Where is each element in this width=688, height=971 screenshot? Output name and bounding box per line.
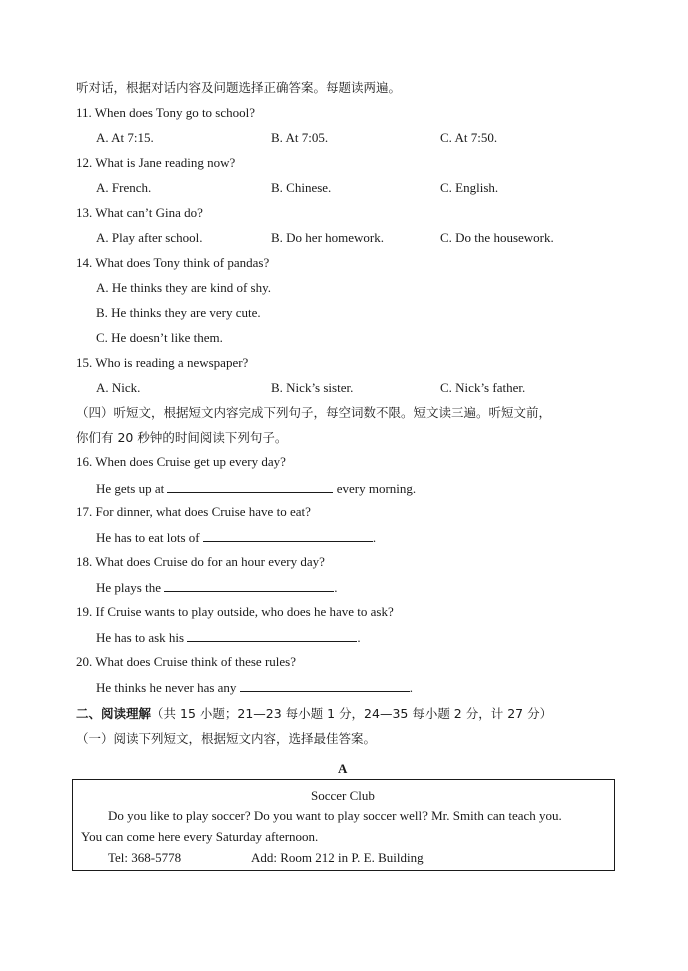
q18-answer-line: [96, 579, 337, 596]
q12-option-b: B. Chinese.: [271, 180, 332, 195]
passage-a-line1: Do you like to play soccer? Do you want to play soccer well? Mr. Smith can teach you.: [108, 808, 562, 823]
question-11: 11. When does Tony go to school?: [76, 105, 256, 120]
passage-a-tel: Tel: 368-5778: [108, 850, 182, 865]
q12-option-a: A. French.: [96, 180, 152, 195]
question-15: 15. Who is reading a newspaper?: [76, 355, 249, 370]
q15-option-a: A. Nick.: [96, 380, 141, 395]
q19-prefix: He has to ask his: [96, 630, 188, 645]
q13-option-a: A. Play after school.: [96, 230, 203, 245]
q14-option-a: A. He thinks they are kind of shy.: [96, 280, 271, 295]
q14-option-b: B. He thinks they are very cute.: [96, 305, 261, 320]
q18-suffix: .: [334, 580, 338, 595]
q19-suffix: .: [357, 630, 361, 645]
part2-detail: （共 15 小题；21—23 每小题 1 分，24—35 每小题 2 分，计 27 分）: [151, 706, 553, 721]
q19-blank[interactable]: [187, 629, 357, 642]
part2-heading: 二、阅读理解: [76, 706, 152, 721]
part2-heading-line: [76, 706, 552, 722]
q16-blank[interactable]: [167, 480, 333, 493]
passage-a-title: Soccer Club: [311, 788, 375, 803]
q12-option-c: C. English.: [440, 180, 499, 195]
q19-answer-line: [96, 629, 361, 646]
q20-blank[interactable]: [240, 679, 410, 692]
q11-option-b: B. At 7:05.: [271, 130, 329, 145]
section4-instruction-line1: （四）听短文，根据短文内容完成下列句子，每空词数不限。短文读三遍。听短文前，: [76, 405, 552, 420]
question-17: 17. For dinner, what does Cruise have to eat?: [76, 504, 311, 519]
q14-option-c: C. He doesn’t like them.: [96, 330, 223, 345]
question-12: 12. What is Jane reading now?: [76, 155, 236, 170]
q18-prefix: He plays the: [96, 580, 165, 595]
q17-answer-line: [96, 529, 376, 546]
passage-a-address: Add: Room 212 in P. E. Building: [251, 850, 424, 865]
q15-option-c: C. Nick’s father.: [440, 380, 526, 395]
q16-suffix: every morning.: [333, 481, 417, 496]
q17-prefix: He has to eat lots of: [96, 530, 203, 545]
section4-instruction-line2: 你们有 20 秒钟的时间阅读下列句子。: [76, 430, 288, 445]
listening-intro: 听对话，根据对话内容及问题选择正确答案。每题读两遍。: [76, 80, 402, 95]
q17-blank[interactable]: [203, 529, 373, 542]
part2-sub-instruction: （一）阅读下列短文，根据短文内容，选择最佳答案。: [76, 731, 377, 746]
q16-prefix: He gets up at: [96, 481, 168, 496]
question-14: 14. What does Tony think of pandas?: [76, 255, 270, 270]
question-19: 19. If Cruise wants to play outside, who does he have to ask?: [76, 604, 394, 619]
q20-prefix: He thinks he never has any: [96, 680, 240, 695]
passage-a-line2: You can come here every Saturday afternoon.: [81, 829, 319, 844]
q20-answer-line: [96, 679, 413, 696]
q13-option-b: B. Do her homework.: [271, 230, 385, 245]
question-16: 16. When does Cruise get up every day?: [76, 454, 286, 469]
question-20: 20. What does Cruise think of these rules?: [76, 654, 296, 669]
q13-option-c: C. Do the housework.: [440, 230, 554, 245]
q15-option-b: B. Nick’s sister.: [271, 380, 354, 395]
q16-answer-line: [96, 480, 416, 497]
passage-a-label: A: [338, 761, 348, 776]
question-13: 13. What can’t Gina do?: [76, 205, 203, 220]
q17-suffix: .: [372, 530, 377, 545]
q11-option-a: A. At 7:15.: [96, 130, 154, 145]
question-18: 18. What does Cruise do for an hour every day?: [76, 554, 325, 569]
q11-option-c: C. At 7:50.: [440, 130, 498, 145]
q18-blank[interactable]: [164, 579, 334, 592]
q20-suffix: .: [409, 680, 413, 695]
